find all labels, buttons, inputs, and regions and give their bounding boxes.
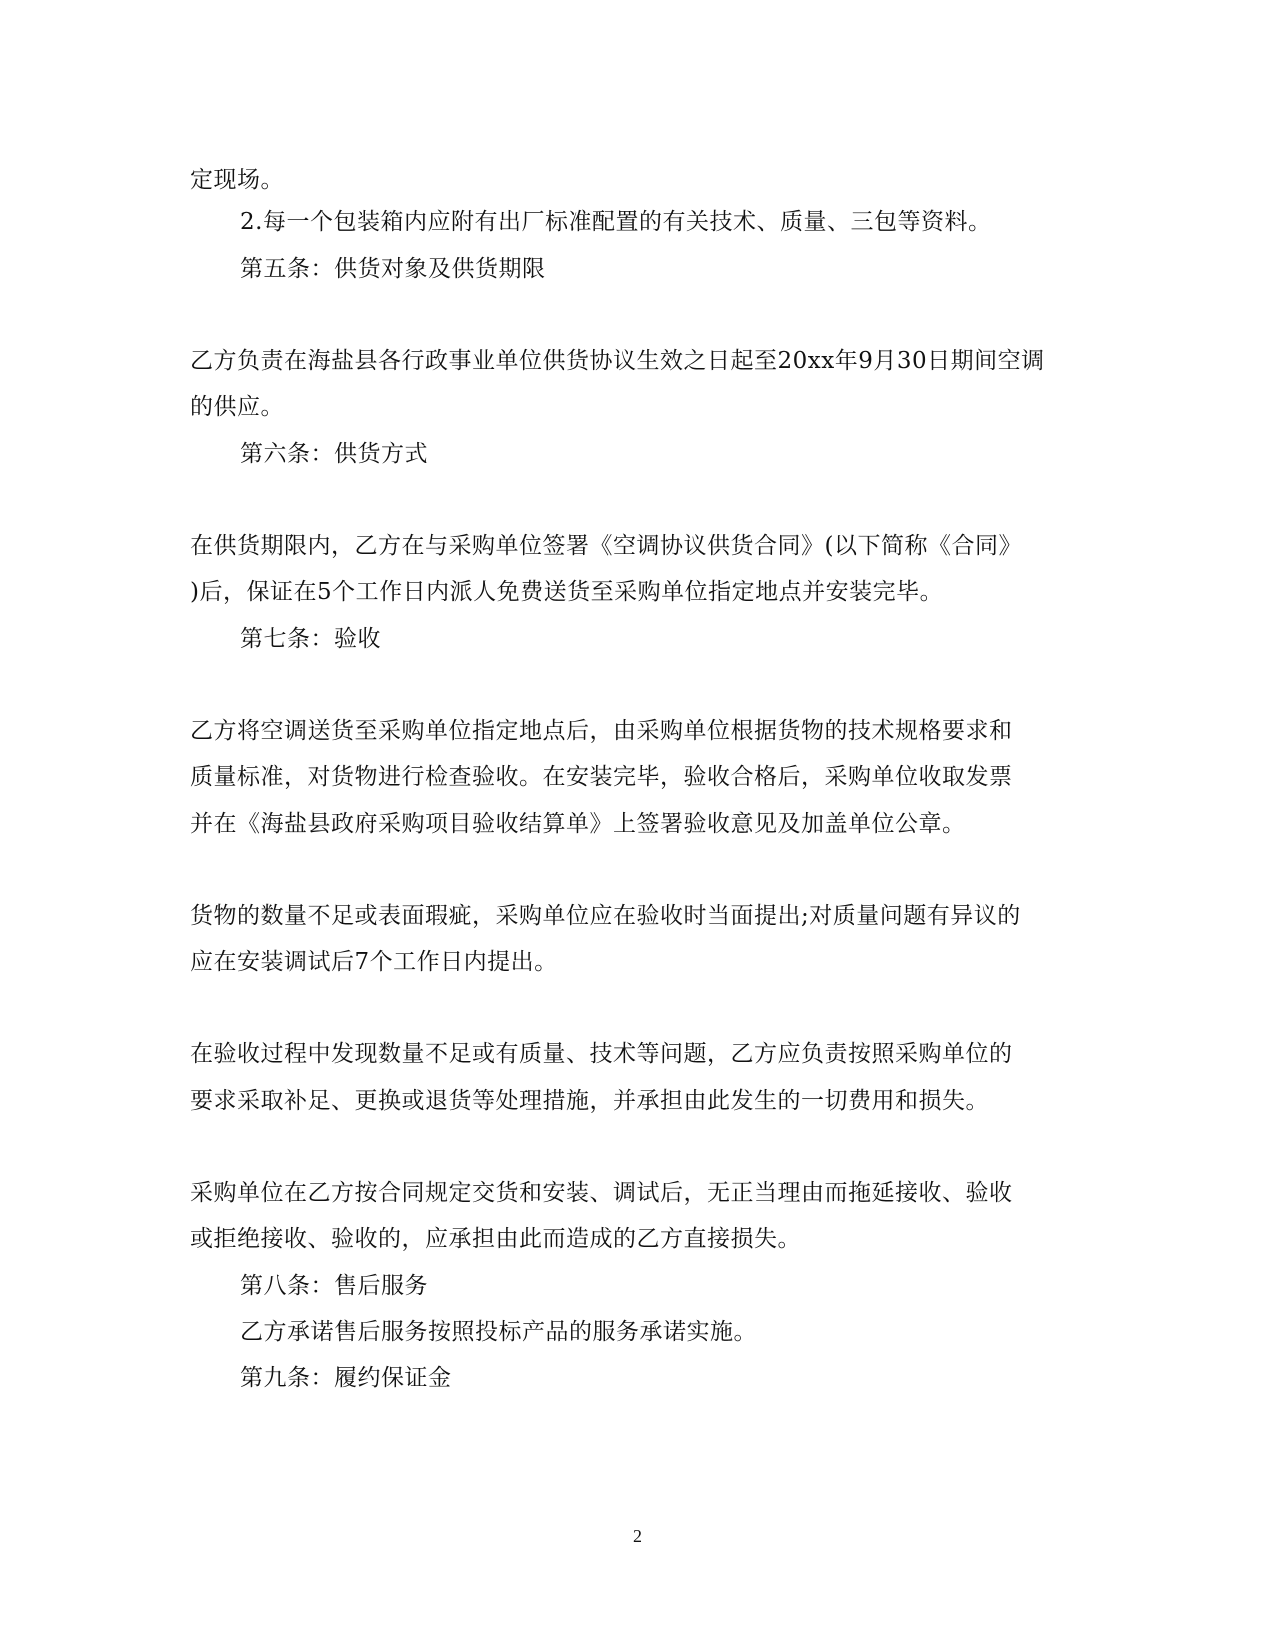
section-heading: 第六条：供货方式 [240, 441, 428, 467]
text-line: 2.每一个包装箱内应附有出厂标准配置的有关技术、质量、三包等资料。 [240, 209, 992, 235]
text-line: 或拒绝接收、验收的，应承担由此而造成的乙方直接损失。 [190, 1226, 801, 1252]
section-heading: 第八条：售后服务 [240, 1273, 428, 1299]
text-line: 乙方负责在海盐县各行政事业单位供货协议生效之日起至20xx年9月30日期间空调 [190, 348, 1045, 374]
page-number: 2 [633, 1526, 642, 1546]
text-line: 质量标准，对货物进行检查验收。在安装完毕，验收合格后，采购单位收取发票 [190, 764, 1013, 790]
text-line: 的供应。 [190, 394, 284, 420]
text-line: 并在《海盐县政府采购项目验收结算单》上签署验收意见及加盖单位公章。 [190, 811, 966, 837]
text-line: 应在安装调试后7个工作日内提出。 [190, 949, 558, 975]
text-line: 在供货期限内，乙方在与采购单位签署《空调协议供货合同》(以下简称《合同》 [190, 533, 1022, 559]
section-heading: 第九条：履约保证金 [240, 1365, 452, 1391]
text-line: 要求采取补足、更换或退货等处理措施，并承担由此发生的一切费用和损失。 [190, 1088, 989, 1114]
text-line: 乙方将空调送货至采购单位指定地点后，由采购单位根据货物的技术规格要求和 [190, 718, 1013, 744]
text-line: 乙方承诺售后服务按照投标产品的服务承诺实施。 [240, 1319, 757, 1345]
text-line: 采购单位在乙方按合同规定交货和安装、调试后，无正当理由而拖延接收、验收 [190, 1180, 1013, 1206]
text-line: 在验收过程中发现数量不足或有质量、技术等问题，乙方应负责按照采购单位的 [190, 1041, 1013, 1067]
section-heading: 第五条：供货对象及供货期限 [240, 256, 546, 282]
text-line: 定现场。 [190, 167, 284, 193]
text-line: 货物的数量不足或表面瑕疵，采购单位应在验收时当面提出;对质量问题有异议的 [190, 903, 1021, 929]
text-line: )后，保证在5个工作日内派人免费送货至采购单位指定地点并安装完毕。 [190, 579, 944, 605]
section-heading: 第七条：验收 [240, 626, 381, 652]
